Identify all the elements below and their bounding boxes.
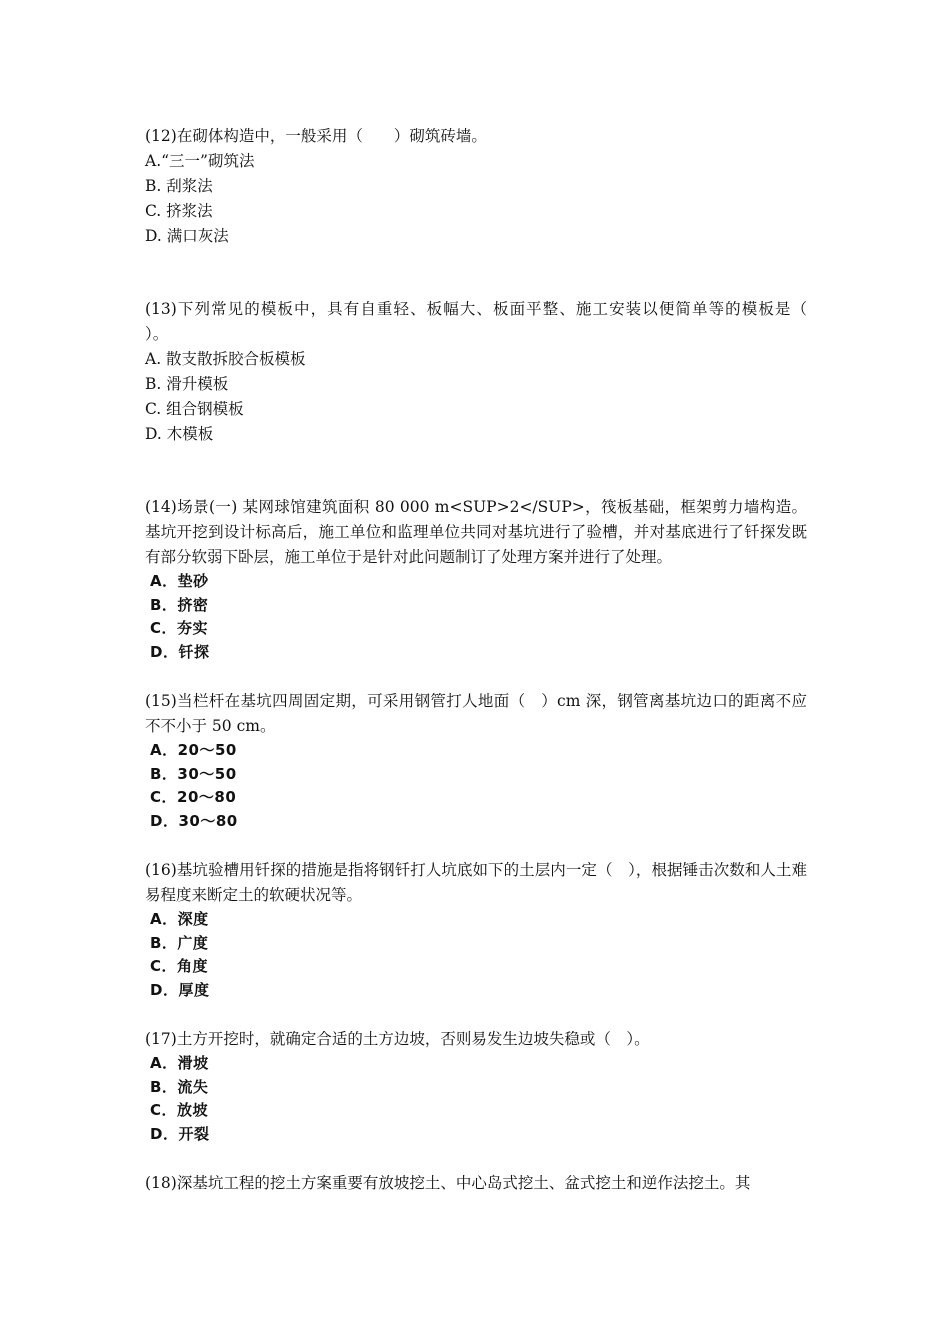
option-b: B．挤密 [150, 595, 209, 614]
option-c: C. 挤浆法 [145, 202, 213, 220]
option-d: D．开裂 [150, 1124, 210, 1143]
spacer [145, 1146, 807, 1171]
option-b: B．流失 [150, 1077, 209, 1096]
question-14 [145, 495, 807, 664]
question-text: (12)在砌体构造中，一般采用（ ）砌筑砖墙。 [145, 127, 487, 145]
option-c: C. 组合钢模板 [145, 400, 244, 418]
option-d: D. 木模板 [145, 425, 214, 443]
question-text: (14)场景(一) 某网球馆建筑面积 80 000 m<SUP>2</SUP>，筏板基础，框架剪力墙构造。基坑开挖到设计标高后，施工单位和监理单位共同对基坑进行了验槽，并对基底进行了钎探发既有部分软弱下卧层，施工单位于是针对此问题制订了处理方案并进行了处理。 [145, 498, 807, 566]
option-c: C．角度 [150, 957, 209, 975]
spacer [145, 833, 807, 858]
option-b: B. 滑升模板 [145, 375, 229, 393]
option-c: C．20～80 [150, 788, 237, 806]
question-12 [145, 124, 807, 249]
spacer [145, 1002, 807, 1027]
question-text: (18)深基坑工程的挖土方案重要有放坡挖土、中心岛式挖土、盆式挖土和逆作法挖土。其 [145, 1174, 751, 1192]
question-13 [145, 297, 839, 447]
option-c: C．放坡 [150, 1101, 209, 1119]
option-a: A．20～50 [150, 741, 237, 759]
question-17 [145, 1027, 807, 1146]
question-text: (13)下列常见的模板中，具有自重轻、板幅大、板面平整、施工安装以便简单等的模板是（ ）。 [145, 300, 839, 343]
spacer [145, 664, 807, 689]
option-b: B．广度 [150, 933, 209, 952]
question-text: (15)当栏杆在基坑四周固定期，可采用钢管打人地面（ ）cm 深，钢管离基坑边口的距离不应不不小于 50 cm。 [145, 692, 807, 735]
option-b: B. 刮浆法 [145, 177, 213, 195]
option-a: A.“三一”砌筑法 [145, 152, 255, 170]
question-16 [145, 858, 807, 1002]
option-a: A．深度 [150, 910, 209, 928]
question-18 [145, 1171, 807, 1196]
question-text: (17)土方开挖时，就确定合适的土方边坡，否则易发生边坡失稳或（ ）。 [145, 1030, 650, 1048]
option-d: D．厚度 [150, 980, 210, 999]
option-a: A．滑坡 [150, 1054, 209, 1072]
option-b: B．30～50 [150, 764, 237, 783]
question-15 [145, 689, 807, 833]
spacer [145, 447, 807, 495]
option-a: A．垫砂 [150, 572, 209, 590]
option-d: D．钎探 [150, 642, 210, 661]
option-d: D. 满口灰法 [145, 227, 229, 245]
document-page [145, 124, 839, 1196]
question-text: (16)基坑验槽用钎探的措施是指将钢钎打人坑底如下的土层内一定（ ），根据锤击次数和人土难易程度来断定土的软硬状况等。 [145, 861, 807, 904]
option-d: D．30～80 [150, 811, 238, 830]
option-c: C．夯实 [150, 619, 209, 637]
option-a: A. 散支散拆胶合板模板 [145, 350, 306, 368]
spacer [145, 249, 807, 297]
